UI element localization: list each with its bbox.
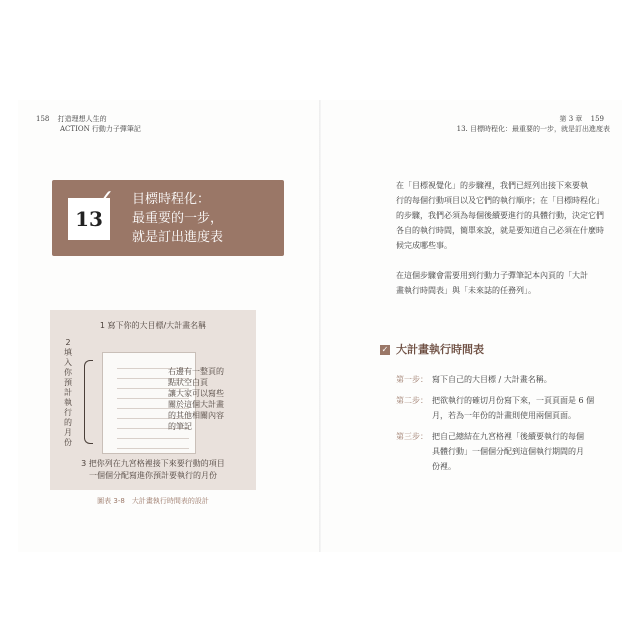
left-running-head	[30, 114, 141, 134]
figure-step3: 3 把你列在九宮格裡接下來要行動的項目 一個個分配寫進你預計要執行的月份	[81, 459, 225, 480]
step-1: 第一步： 寫下自己的大目標 / 大計畫名稱。	[396, 372, 622, 387]
figure-box	[50, 310, 256, 490]
chapter-label: 第 3 章	[559, 115, 583, 123]
paragraph-1: 在「目標視覺化」的步驟裡，我們已經列出接下來要執 行的每個行動項目以及它們的執行順序；在「目標時程化」 的步驟，我們必須為每個後續要進行的具體行動，決定它們 各自的執行時間，簡單來說，就是要知道自己必須在什麼時 候完成哪些事。	[396, 181, 604, 250]
checkmark-icon: ✓	[96, 186, 115, 211]
chapter-banner	[52, 180, 284, 256]
bracket	[84, 360, 93, 444]
step-3: 第三步： 把自己總結在九宮格裡「後續要執行的每個 具體行動」一個個分配到這個執行期間的月 份裡。	[396, 429, 622, 474]
section-title: 大計畫執行時間表	[396, 343, 484, 356]
figure-step1: 1 寫下你的大目標/大計畫名稱	[99, 321, 207, 330]
figure-step2: 2填入你預計執行的月份	[64, 338, 72, 447]
chapter-number: 13	[68, 198, 110, 240]
paragraph-2: 在這個步驟會需要用到行動力子彈筆記本內頁的「大計 畫執行時間表」與「未來誌的任務列」。	[396, 271, 588, 295]
steps-list	[396, 372, 622, 480]
book-spread	[18, 100, 622, 552]
figure-callout: 右邊有一整頁的 點狀空白頁 讓大家可以寫些 關於這個大計畫 的其他相關內容 的筆記	[168, 367, 224, 431]
step-label: 第二步：	[396, 396, 428, 405]
left-running-title: 打造理想人生的 ACTION 行動力子彈筆記	[57, 115, 141, 133]
right-page-number: 159	[590, 115, 604, 123]
gutter	[319, 100, 321, 552]
left-page-number: 158	[36, 115, 50, 123]
right-running-head	[457, 114, 610, 134]
step-label: 第三步：	[396, 432, 428, 441]
right-running-title: 13. 目標時程化：最重要的一步，就是訂出進度表	[456, 125, 610, 133]
step-2: 第二步： 把欲執行的確切月份寫下來，一頁頁面是 6 個 月，若為一年份的計畫則使用兩個頁面。	[396, 393, 622, 423]
checkbox-icon: ✓	[381, 345, 389, 354]
chapter-title: 目標時程化： 最重要的一步， 就是訂出進度表	[132, 192, 224, 245]
step-label: 第一步：	[396, 375, 428, 384]
figure-caption: 圖表 3-8 大計畫執行時間表的設計	[97, 497, 209, 505]
